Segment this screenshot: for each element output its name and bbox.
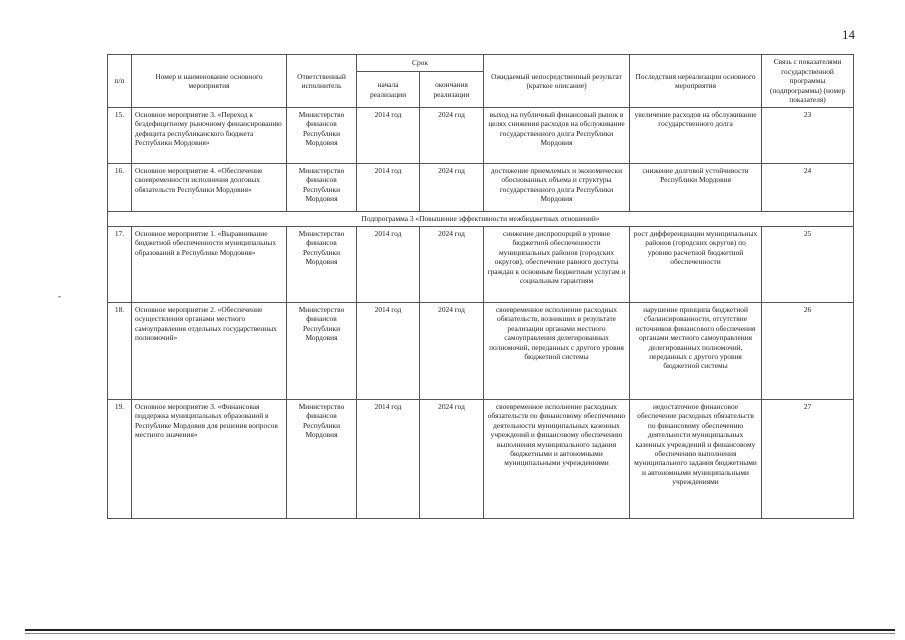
row-executor: Министерство финансов Республики Мордовия: [287, 227, 357, 303]
table-row: [108, 108, 854, 164]
row-num: 16.: [108, 164, 132, 212]
row-result: выход на публичный финансовый рынок в целях снижения расходов на обслуживание государственного долга Республики Мордовия: [484, 108, 630, 164]
row-link: 26: [762, 303, 854, 400]
row-result: снижение диспропорций в уровне бюджетной обеспеченности муниципальных районов (городских округов), обеспечение равного доступа граждан к основным бюджетным услугам и социальным гарантиям: [484, 227, 630, 303]
header-end: окончания реализации: [420, 72, 484, 108]
header-link: Связь с показателями государственной программы (подпрограммы) (номер показателя): [762, 55, 854, 108]
row-end: 2024 год: [420, 227, 484, 303]
row-end: 2024 год: [420, 400, 484, 519]
row-end: 2024 год: [420, 303, 484, 400]
row-executor: Министерство финансов Республики Мордовия: [287, 164, 357, 212]
row-link: 24: [762, 164, 854, 212]
row-start: 2014 год: [357, 227, 420, 303]
margin-mark: -: [58, 291, 61, 301]
row-consequences: недостаточное финансовое обеспечение расходных обязательств по финансовому обеспечению деятельности муниципальных казенных учреждений и финансовому обеспечению выполнения муниципального задания бюджетными и автономными муниципальными учреждениями: [630, 400, 762, 519]
row-start: 2014 год: [357, 164, 420, 212]
row-end: 2024 год: [420, 108, 484, 164]
subprogram-title: Подпрограмма 3 «Повышение эффективности межбюджетных отношений»: [108, 212, 854, 227]
row-consequences: снижение долговой устойчивости Республики Мордовия: [630, 164, 762, 212]
row-link: 23: [762, 108, 854, 164]
row-executor: Министерство финансов Республики Мордовия: [287, 108, 357, 164]
scan-edge-line-thin: [25, 633, 895, 634]
row-end: 2024 год: [420, 164, 484, 212]
header-start: начала реализации: [357, 72, 420, 108]
header-num: п/п: [108, 55, 132, 108]
row-name: Основное мероприятие 4. «Обеспечение своевременности исполнения долговых обязательств Республики Мордовия»: [132, 164, 287, 212]
table-row: [108, 227, 854, 303]
scan-edge-line: [25, 629, 895, 631]
row-link: 25: [762, 227, 854, 303]
row-result: своевременное исполнение расходных обязательств по финансовому обеспечению деятельности муниципальных казенных учреждений и финансовому обеспечению выполнения муниципального задания бюджетными и автономными муниципальными учреждениями: [484, 400, 630, 519]
row-num: 19.: [108, 400, 132, 519]
row-name: Основное мероприятие 3. «Переход к бездефицитному рыночному финансированию дефицита республиканского бюджета Республики Мордовия»: [132, 108, 287, 164]
page-number: 14: [842, 27, 855, 42]
row-consequences: увеличение расходов на обслуживание государственного долга: [630, 108, 762, 164]
row-num: 18.: [108, 303, 132, 400]
header-executor: Ответственный исполнитель: [287, 55, 357, 108]
row-name: Основное мероприятие 3. «Финансовая поддержка муниципальных образований в Республике Мордовия для решения вопросов местного значения»: [132, 400, 287, 519]
row-num: 15.: [108, 108, 132, 164]
header-term: Срок: [357, 55, 484, 72]
row-executor: Министерство финансов Республики Мордовия: [287, 400, 357, 519]
table-row: [108, 164, 854, 212]
table-row: [108, 400, 854, 519]
measures-table: [107, 54, 854, 519]
header-name: Номер и наименование основного мероприятия: [132, 55, 287, 108]
subprogram-row: [108, 212, 854, 227]
row-executor: Министерство финансов Республики Мордовия: [287, 303, 357, 400]
row-consequences: рост дифференциации муниципальных районов (городских округов) по уровню расчетной бюджетной обеспеченности: [630, 227, 762, 303]
row-name: Основное мероприятие 1. «Выравнивание бюджетной обеспеченности муниципальных образований в Республике Мордовия»: [132, 227, 287, 303]
row-result: достижение приемлемых и экономически обоснованных объема и структуры государственного долга Республики Мордовия: [484, 164, 630, 212]
table-row: [108, 303, 854, 400]
row-start: 2014 год: [357, 108, 420, 164]
row-num: 17.: [108, 227, 132, 303]
header-result: Ожидаемый непосредственный результат (краткое описание): [484, 55, 630, 108]
row-link: 27: [762, 400, 854, 519]
row-result: своевременное исполнение расходных обязательств, возникших в результате реализации органами местного самоуправления делегированных полномочий, переданных с другого уровня бюджетной системы: [484, 303, 630, 400]
row-start: 2014 год: [357, 303, 420, 400]
header-consequences: Последствия нереализации основного мероприятия: [630, 55, 762, 108]
row-name: Основное мероприятие 2. «Обеспечение осуществления органами местного самоуправления отдельных государственных полномочий»: [132, 303, 287, 400]
row-start: 2014 год: [357, 400, 420, 519]
row-consequences: нарушение принципа бюджетной сбалансированности, отсутствие источников финансового обеспечения органами местного самоуправления делегированных полномочий, переданных с другого уровня бюджетной системы: [630, 303, 762, 400]
